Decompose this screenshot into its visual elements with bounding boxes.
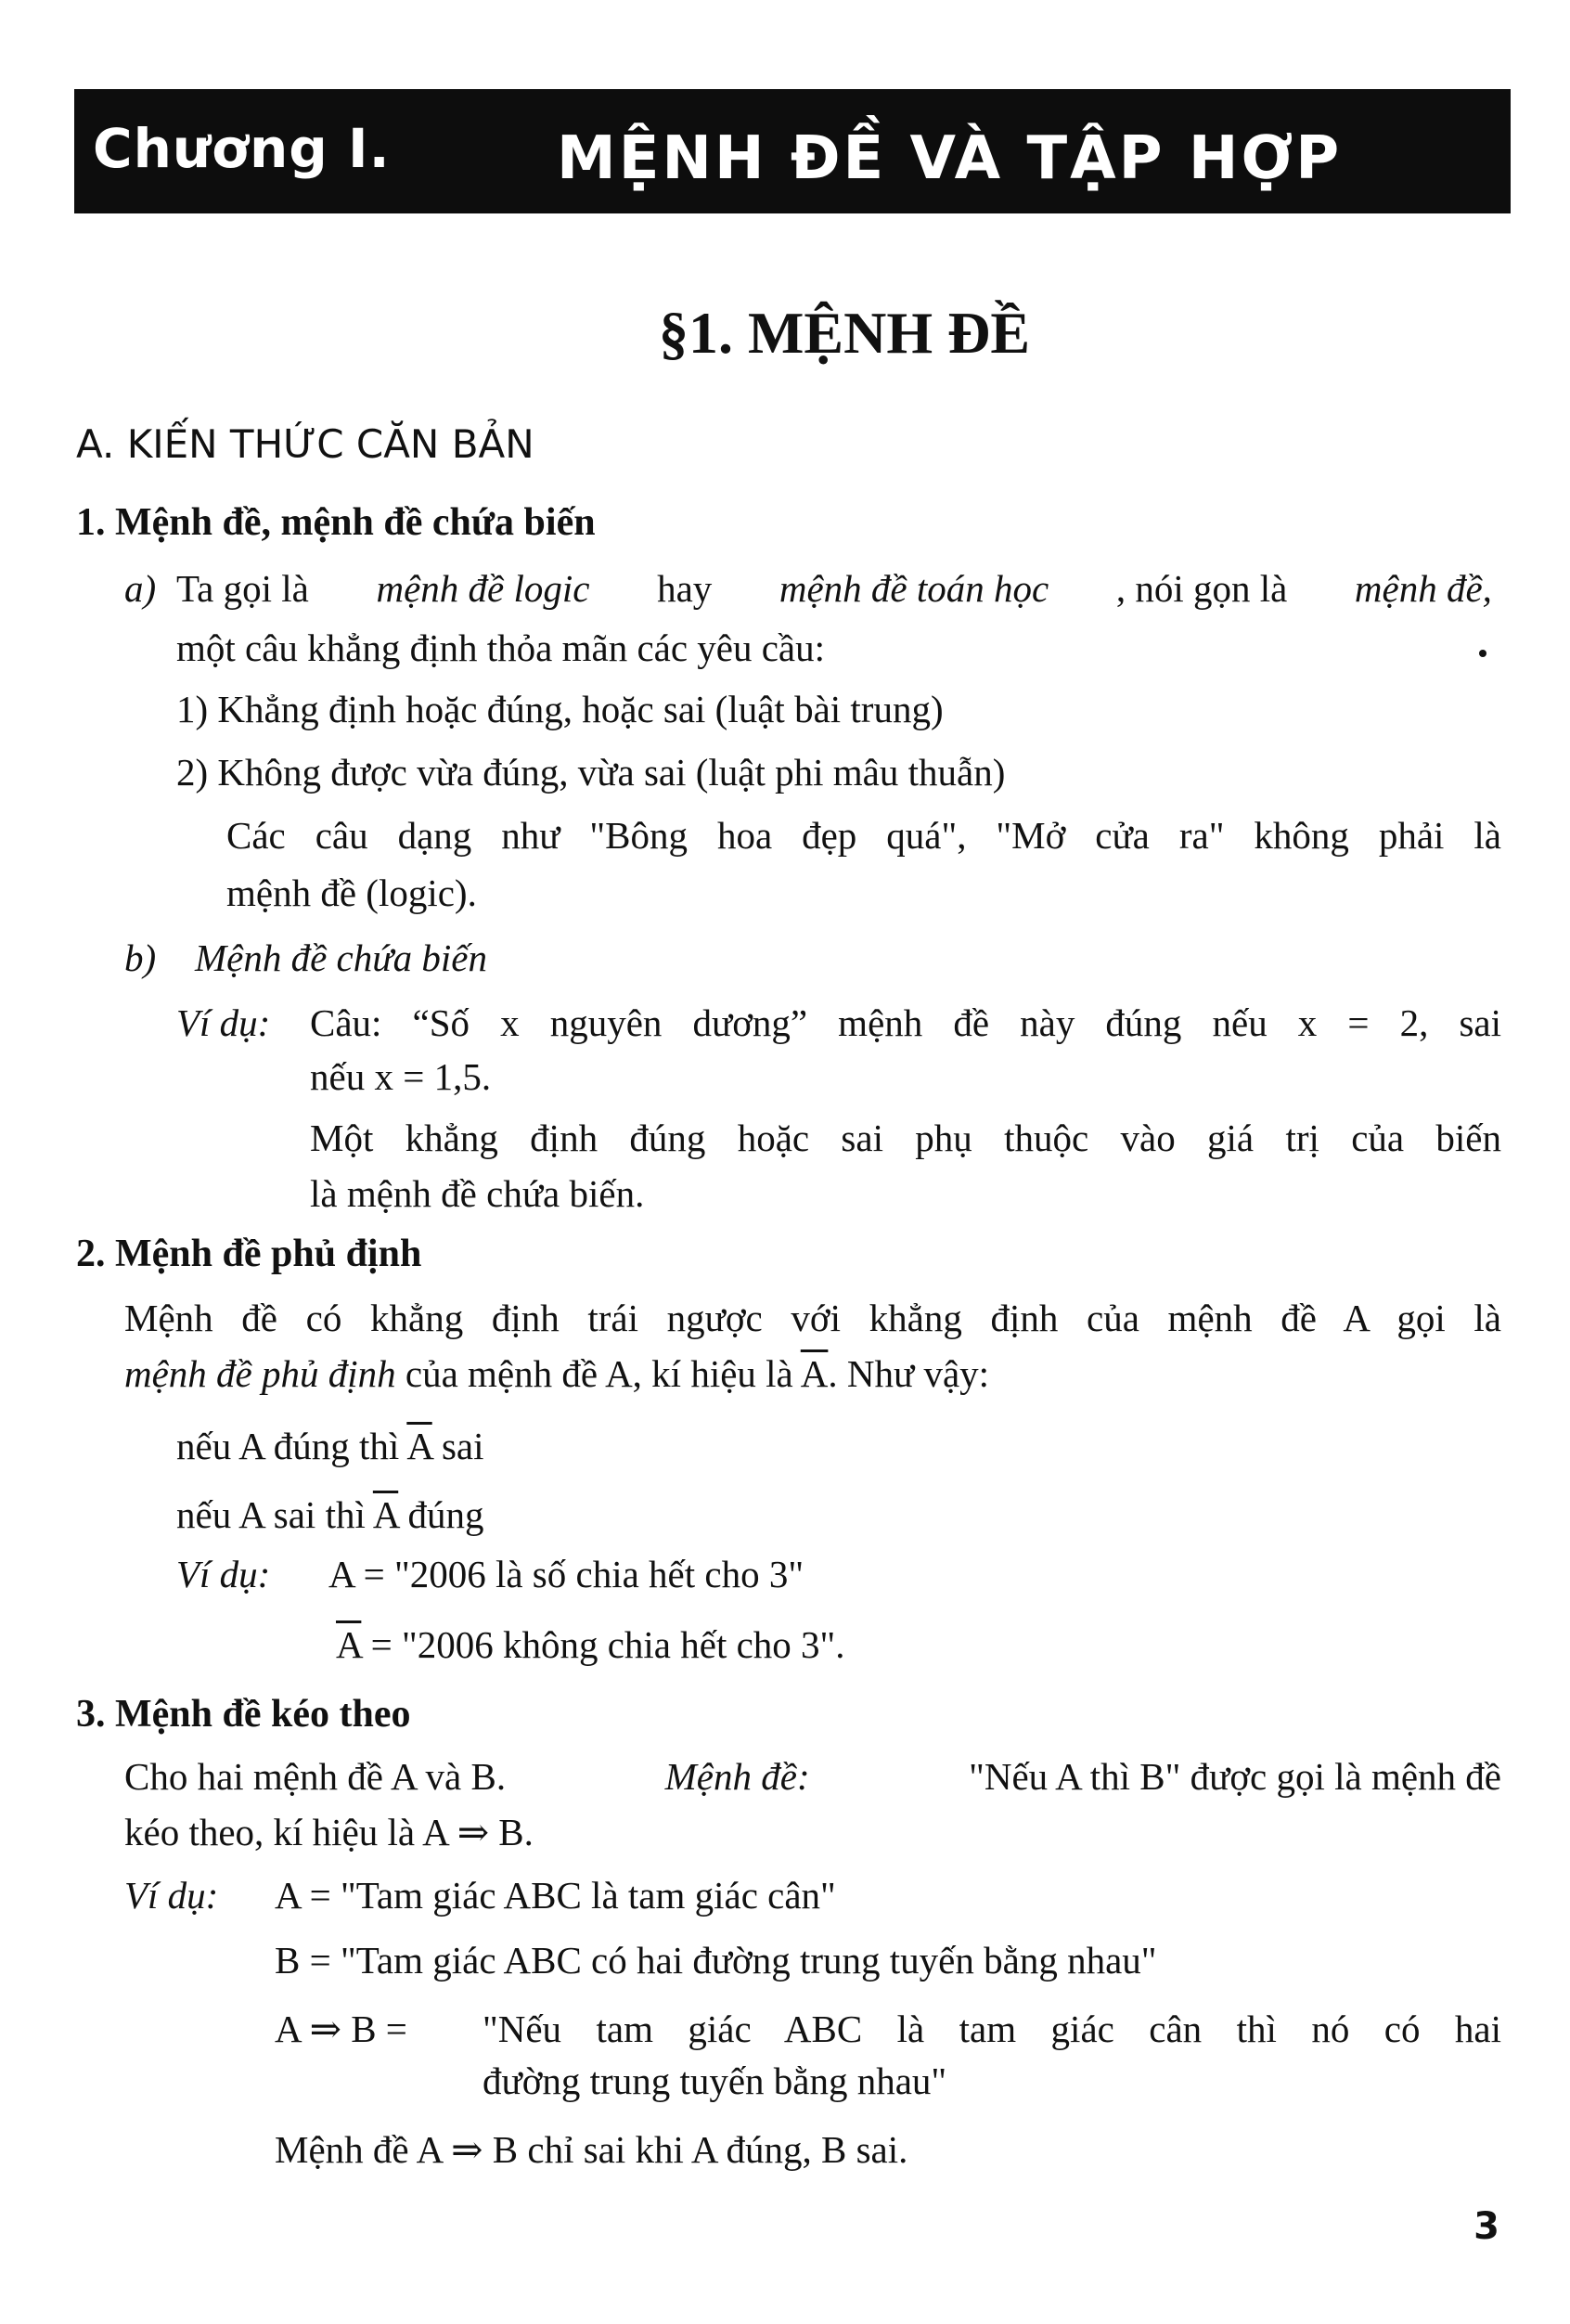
case-1: [176, 1427, 483, 1465]
emphasis: Mệnh đề:: [664, 1755, 810, 1798]
item-a-label: a): [124, 567, 157, 610]
example-a: A = "Tam giác ABC là tam giác cân": [275, 1874, 836, 1917]
negation-symbol: $\overline{A}$: [372, 1493, 399, 1536]
example-a-implies-b-line2: đường trung tuyến bằng nhau": [483, 2059, 947, 2102]
note-line2: mệnh đề (logic).: [226, 872, 477, 914]
example-2-line1: Một khẳng định đúng hoặc sai phụ thuộc vào giá trị của biến: [310, 1117, 1501, 1159]
heading-1: 1. Mệnh đề, mệnh đề chứa biến: [76, 501, 596, 544]
negation-line1: Mệnh đề có khẳng định trái ngược với khẳng định của mệnh đề A gọi là: [124, 1297, 1501, 1339]
requirement-1: 1) Khẳng định hoặc đúng, hoặc sai (luật bài trung): [176, 688, 944, 730]
case-2: [176, 1493, 484, 1536]
heading-2: 2. Mệnh đề phủ định: [76, 1233, 422, 1275]
negation-symbol: $\overline{A}$: [800, 1352, 829, 1395]
part-heading: A. KIẾN THỨC CĂN BẢN: [76, 421, 534, 467]
example-label: Ví dụ:: [176, 1553, 271, 1595]
example-not-a: [336, 1623, 845, 1666]
text: = "2006 không chia hết cho 3".: [370, 1623, 845, 1666]
emphasis: mệnh đề phủ định: [124, 1352, 396, 1395]
emphasis: mệnh đề toán học: [779, 567, 1049, 610]
text: sai: [441, 1425, 484, 1467]
stray-dot: [1479, 650, 1486, 657]
conclusion: Mệnh đề A ⇒ B chỉ sai khi A đúng, B sai.: [275, 2128, 908, 2171]
negation-line2: [124, 1352, 990, 1395]
implication-line1: [124, 1755, 1501, 1798]
item-b-title: Mệnh đề chứa biến: [195, 936, 487, 979]
implication-line2: kéo theo, kí hiệu là A ⇒ B.: [124, 1811, 534, 1853]
text: Ta gọi là: [176, 567, 309, 610]
example-label: Ví dụ:: [176, 1001, 271, 1044]
chapter-label: Chương I.: [93, 117, 391, 180]
emphasis: mệnh đề logic: [376, 567, 590, 610]
example-label: Ví dụ:: [124, 1874, 219, 1917]
section-title: §1. MỆNH ĐỀ: [659, 300, 1030, 366]
requirement-2: 2) Không được vừa đúng, vừa sai (luật phi mâu thuẫn): [176, 751, 1006, 794]
example-a: A = "2006 là số chia hết cho 3": [328, 1553, 804, 1595]
heading-3: 3. Mệnh đề kéo theo: [76, 1693, 411, 1736]
text: , nói gọn là: [1115, 567, 1288, 610]
example-1-line2: nếu x = 1,5.: [310, 1055, 492, 1098]
example-a-implies-b-lhs: A ⇒ B =: [275, 2008, 407, 2050]
text: nếu A đúng thì: [176, 1425, 400, 1467]
text: đúng: [407, 1493, 484, 1536]
item-a-line2: một câu khẳng định thỏa mãn các yêu cầu:: [176, 626, 826, 669]
example-2-line2: là mệnh đề chứa biến.: [310, 1172, 645, 1215]
item-b-label: b): [124, 936, 157, 979]
example-a-implies-b-line1: "Nếu tam giác ABC là tam giác cân thì nó có hai: [483, 2008, 1501, 2050]
text: của mệnh đề A, kí hiệu là: [405, 1352, 793, 1395]
note-line1: Các câu dạng như "Bông hoa đẹp quá", "Mở cửa ra" không phải là: [226, 814, 1501, 857]
example-1-line1: Câu: “Số x nguyên dương” mệnh đề này đúng nếu x = 2, sai: [310, 1001, 1501, 1044]
text: hay: [657, 567, 713, 610]
negation-symbol: $\overline{A}$: [406, 1425, 432, 1467]
negation-symbol: $\overline{A}$: [336, 1623, 362, 1666]
text: nếu A sai thì: [176, 1493, 366, 1536]
text: Cho hai mệnh đề A và B.: [124, 1755, 507, 1798]
chapter-banner: [74, 89, 1511, 213]
text: . Như vậy:: [828, 1352, 990, 1395]
item-a-line1: [176, 567, 1492, 610]
example-b: B = "Tam giác ABC có hai đường trung tuyến bằng nhau": [275, 1939, 1157, 1982]
page-number: 3: [1473, 2205, 1499, 2248]
emphasis: mệnh đề,: [1354, 567, 1492, 610]
chapter-title: MỆNH ĐỀ VÀ TẬP HỢP: [557, 124, 1343, 193]
text: "Nếu A thì B" được gọi là mệnh đề: [969, 1755, 1501, 1798]
